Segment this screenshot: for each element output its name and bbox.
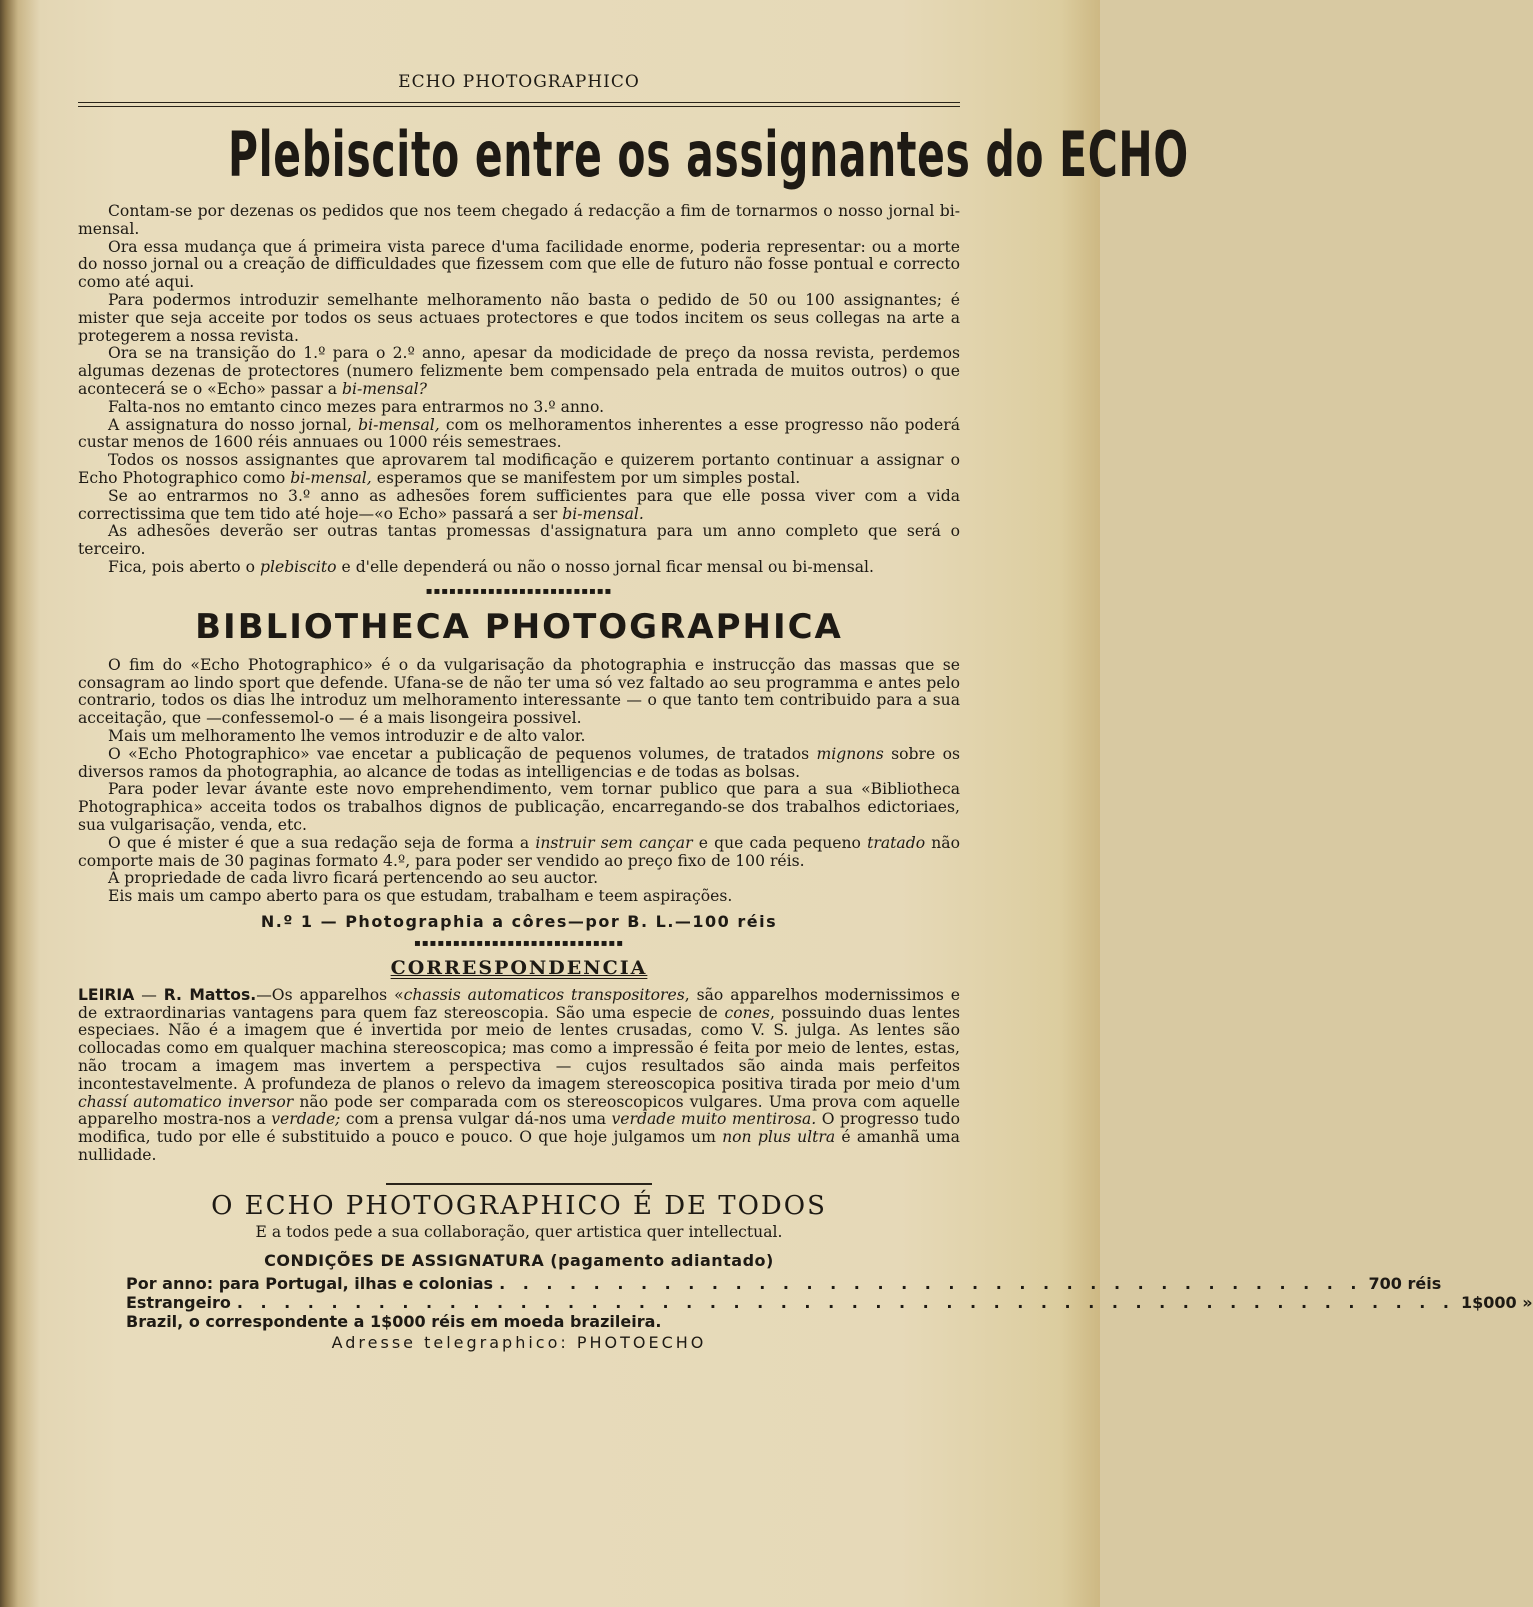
plebiscito-paragraph-3: Para podermos introduzir semelhante melhoramento não basta o pedido de 50 ou 100 assignantes; é mister que seja acceite por todos os seus actuaes protectores e que todos incitem os seus collegas na arte a protegerem a nossa revista. xyxy=(78,290,960,345)
bibliotheca-paragraph-4: Para poder levar ávante este novo emprehendimento, vem tornar publico que para a sua «Bibliotheca Photographica» acceita todos os trabalhos dignos de publicação, encarregando-se dos trabalhos edictoriaes, sua vulgarisação, venda, etc. xyxy=(78,780,960,834)
c-t5: com a prensa vulgar dá-nos uma xyxy=(345,1110,607,1129)
price-note-brazil: Brazil, o correspondente a 1$000 réis em moeda brazileira. xyxy=(126,1311,662,1331)
p10-text: Fica, pois aberto o xyxy=(108,557,256,576)
b5-italic-2: tratado xyxy=(867,833,926,852)
price-label-portugal: Por anno: para Portugal, ilhas e colonias xyxy=(126,1273,494,1293)
p6-rest: com os melhoramentos inherentes a esse progresso não poderá custar menos de 1600 réis annuaes ou 1000 réis semestraes. xyxy=(78,415,960,452)
price-label-estrangeiro: Estrangeiro xyxy=(126,1292,231,1312)
c-t2: , são apparelhos modernissimos e de extraordinarias vantagens para quem faz stereoscopia. São uma especie de xyxy=(78,985,960,1022)
bibliotheca-paragraph-3 xyxy=(78,746,960,782)
p7-italic: bi-mensal, xyxy=(290,468,372,487)
corr-name: R. Mattos. xyxy=(163,985,257,1004)
price-value-portugal: 700 réis xyxy=(1368,1273,1442,1293)
closing-rule xyxy=(386,1183,652,1185)
header-rule xyxy=(78,102,960,103)
price-row-portugal xyxy=(126,1273,1442,1293)
plebiscito-paragraph-10 xyxy=(78,559,960,577)
c-t1: —Os apparelhos « xyxy=(256,985,404,1004)
b3a: O «Echo Photographico» vae encetar a publicação de pequenos volumes, de tratados xyxy=(108,744,810,763)
b5c: não comporte mais de 30 paginas formato 4.º, para poder ser vendido ao preço fixo de 100 réis. xyxy=(78,833,960,870)
c-i3: chassí automatico inversor xyxy=(78,1092,294,1111)
p8-italic: bi-mensal. xyxy=(562,504,644,523)
correspondencia-paragraph: LEIRIA — R. Mattos.—Os apparelhos «chassis automaticos transpositores, são apparelhos modernissimos e de extraordinarias vantagens para quem faz stereoscopia. São uma especie de cones, possuindo duas lentes especiaes. Não é a imagem que é invertida por meio de lentes crusadas, como V. S. julga. As lentes são collocadas como em qualquer machina stereoscopica; mas como a impressão é feita por meio de lentes, estas, não trocam a imagem mas invertem a perspectiva — cujos resultados são ainda mais perfeitos incontestavelmente. A profundeza de planos o relevo da imagem stereoscopica positiva tirada por meio d'um chassí automatico inversor não pode ser comparada com os stereoscopicos vulgares. Uma prova com aquelle apparelho mostra-nos a verdade; com a prensa vulgar dá-nos uma verdade muito mentirosa. O progresso tudo modifica, tudo por elle é substituido a pouco e pouco. O que hoje julgamos um non plus ultra é amanhã uma nullidade. xyxy=(78,985,960,1165)
b3-italic: mignons xyxy=(816,744,884,763)
c-i2: cones xyxy=(724,1003,770,1022)
bibliotheca-paragraph-5 xyxy=(78,835,960,871)
p10-rest: e d'elle dependerá ou não o nosso jornal ficar mensal ou bi-mensal. xyxy=(341,557,874,576)
plebiscito-paragraph-8 xyxy=(78,488,960,524)
series-announcement: N.º 1 — Photographia a côres—por B. L.—100 réis xyxy=(260,911,778,931)
bibliotheca-paragraph-6: A propriedade de cada livro ficará pertencendo ao seu auctor. xyxy=(108,869,599,888)
price-table xyxy=(126,1273,1533,1331)
p6-italic: bi-mensal, xyxy=(358,415,440,434)
price-row-brazil xyxy=(126,1312,946,1331)
section-divider-dots-2: ▪▪▪▪▪▪▪▪▪▪▪▪▪▪▪▪▪▪▪▪▪▪▪▪▪▪▪ xyxy=(414,937,624,949)
section-divider-dots: ▪▪▪▪▪▪▪▪▪▪▪▪▪▪▪▪▪▪▪▪▪▪▪▪ xyxy=(425,585,613,597)
plebiscito-title: Plebiscito entre os assignantes do ECHO xyxy=(227,118,1189,191)
p10-italic: plebiscito xyxy=(260,557,337,576)
c-i1: chassis automaticos transpositores xyxy=(403,985,685,1004)
c-t4: não pode ser comparada com os stereoscopicos vulgares. Uma prova com aquelle apparelho mostra-nos a xyxy=(78,1092,960,1129)
closing-title: O ECHO PHOTOGRAPHICO É DE TODOS xyxy=(211,1190,827,1221)
price-value-estrangeiro: 1$000 » xyxy=(1461,1292,1533,1312)
conditions-heading: CONDIÇÕES DE ASSIGNATURA (pagamento adiantado) xyxy=(264,1250,774,1270)
p8-text: Se ao entrarmos no 3.º anno as adhesões forem sufficientes para que elle possa viver com a vida correctissima que tem tido até hoje—«o Echo» passará a ser xyxy=(78,486,960,523)
p6-text: A assignatura do nosso jornal, xyxy=(108,415,352,434)
dot-leader: . . . . . . . . . . . . . . . . . . . . . . . . . . . . . . . . . . . . . xyxy=(499,1273,1363,1293)
closing-subtitle: E a todos pede a sua collaboração, quer artistica quer intellectual. xyxy=(255,1222,783,1241)
bibliotheca-paragraph-1: O fim do «Echo Photographico» é o da vulgarisação da photographia e instrucção das massas que se consagram ao lindo sport que defende. Ufana-se de não ter uma só vez faltado ao seu programma e antes pelo contrario, todos os dias lhe introduz um melhoramento interessante — o que tanto tem contribuido para a sua acceitação, que —confessemol-o — é a mais lisongeira possivel. xyxy=(78,655,960,728)
c-t3: , possuindo duas lentes especiaes. Não é a imagem que é invertida por meio de lentes crusadas, como V. S. julga. As lentes são collocadas como em qualquer machina stereoscopica; mas como a impressão é feita por meio de lentes, estas, não trocam a imagem mas invertem a perspectiva — cujos resultados são ainda mais perfeitos incontestavelmente. A profundeza de planos o relevo da imagem stereoscopica positiva tirada por meio d'um xyxy=(78,1003,960,1093)
bibliotheca-article xyxy=(78,657,960,906)
c-i6: non plus ultra xyxy=(722,1128,836,1147)
plebiscito-paragraph-4 xyxy=(78,345,960,398)
b5-italic-1: instruir sem cançar xyxy=(535,833,693,852)
c-t6: O progresso tudo modifica, tudo por elle é substituido a pouco e pouco. O que hoje julgamos um xyxy=(78,1110,960,1147)
plebiscito-paragraph-9: As adhesões deverão ser outras tantas promessas d'assignatura para um anno completo que será o terceiro. xyxy=(78,522,960,559)
b3b: sobre os diversos ramos da photographia, ao alcance de todas as intelligencias e de todas as bolsas. xyxy=(78,744,960,781)
c-i5: verdade muito mentirosa. xyxy=(611,1110,817,1129)
p4-italic: bi-mensal? xyxy=(342,379,427,398)
c-i4: verdade; xyxy=(271,1110,341,1129)
plebiscito-paragraph-5: Falta-nos no emtanto cinco mezes para entrarmos no 3.º anno. xyxy=(108,397,605,416)
p4-text: Ora se na transição do 1.º para o 2.º anno, apesar da modicidade de preço da nossa revista, perdemos algumas dezenas de protectores (numero felizmente bem compensado pela entrada de muitos outros) o que acontecerá se o «Echo» passar a xyxy=(78,344,960,398)
bibliotheca-paragraph-2: Mais um melhoramento lhe vemos introduzir e de alto valor. xyxy=(108,726,586,745)
p7-rest: esperamos que se manifestem por um simples postal. xyxy=(376,468,801,487)
plebiscito-paragraph-2: Ora essa mudança que á primeira vista parece d'uma facilidade enorme, poderia representar: ou a morte do nosso jornal ou a creação de difficuldades que fizessem com que elle de futuro não fosse pontual e correcto como até aqui. xyxy=(78,237,960,292)
plebiscito-article xyxy=(78,203,960,577)
bibliotheca-title: BIBLIOTHECA PHOTOGRAPHICA xyxy=(195,606,843,647)
b5b: e que cada pequeno xyxy=(698,833,861,852)
correspondencia-title: CORRESPONDENCIA xyxy=(390,956,648,979)
plebiscito-paragraph-1: Contam-se por dezenas os pedidos que nos teem chegado á redacção a fim de tornarmos o nosso jornal bi-mensal. xyxy=(78,202,960,238)
dot-leader: . . . . . . . . . . . . . . . . . . . . . . . . . . . . . . . . . . . . . . . . . . . . . . . . . . . . xyxy=(236,1292,1456,1312)
running-head: ECHO PHOTOGRAPHICO xyxy=(398,72,640,92)
page-content xyxy=(78,0,1533,1352)
c-t7: é amanhã uma nullidade. xyxy=(78,1128,960,1165)
corr-place: LEIRIA xyxy=(78,985,135,1004)
plebiscito-paragraph-7 xyxy=(78,452,960,488)
telegraph-address: Adresse telegraphico: PHOTOECHO xyxy=(331,1332,707,1352)
header-rule-thin xyxy=(78,106,960,107)
price-row-estrangeiro xyxy=(126,1292,1533,1312)
plebiscito-paragraph-6 xyxy=(78,417,960,453)
p7-text: Todos os nossos assignantes que aprovarem tal modificação e quizerem portanto continuar a assignar o Echo Photographico como xyxy=(78,451,960,487)
bibliotheca-paragraph-7: Eis mais um campo aberto para os que estudam, trabalham e teem aspirações. xyxy=(108,887,733,906)
b5a: O que é mister é que a sua redação seja de forma a xyxy=(108,833,530,852)
correspondencia-article xyxy=(78,987,960,1165)
